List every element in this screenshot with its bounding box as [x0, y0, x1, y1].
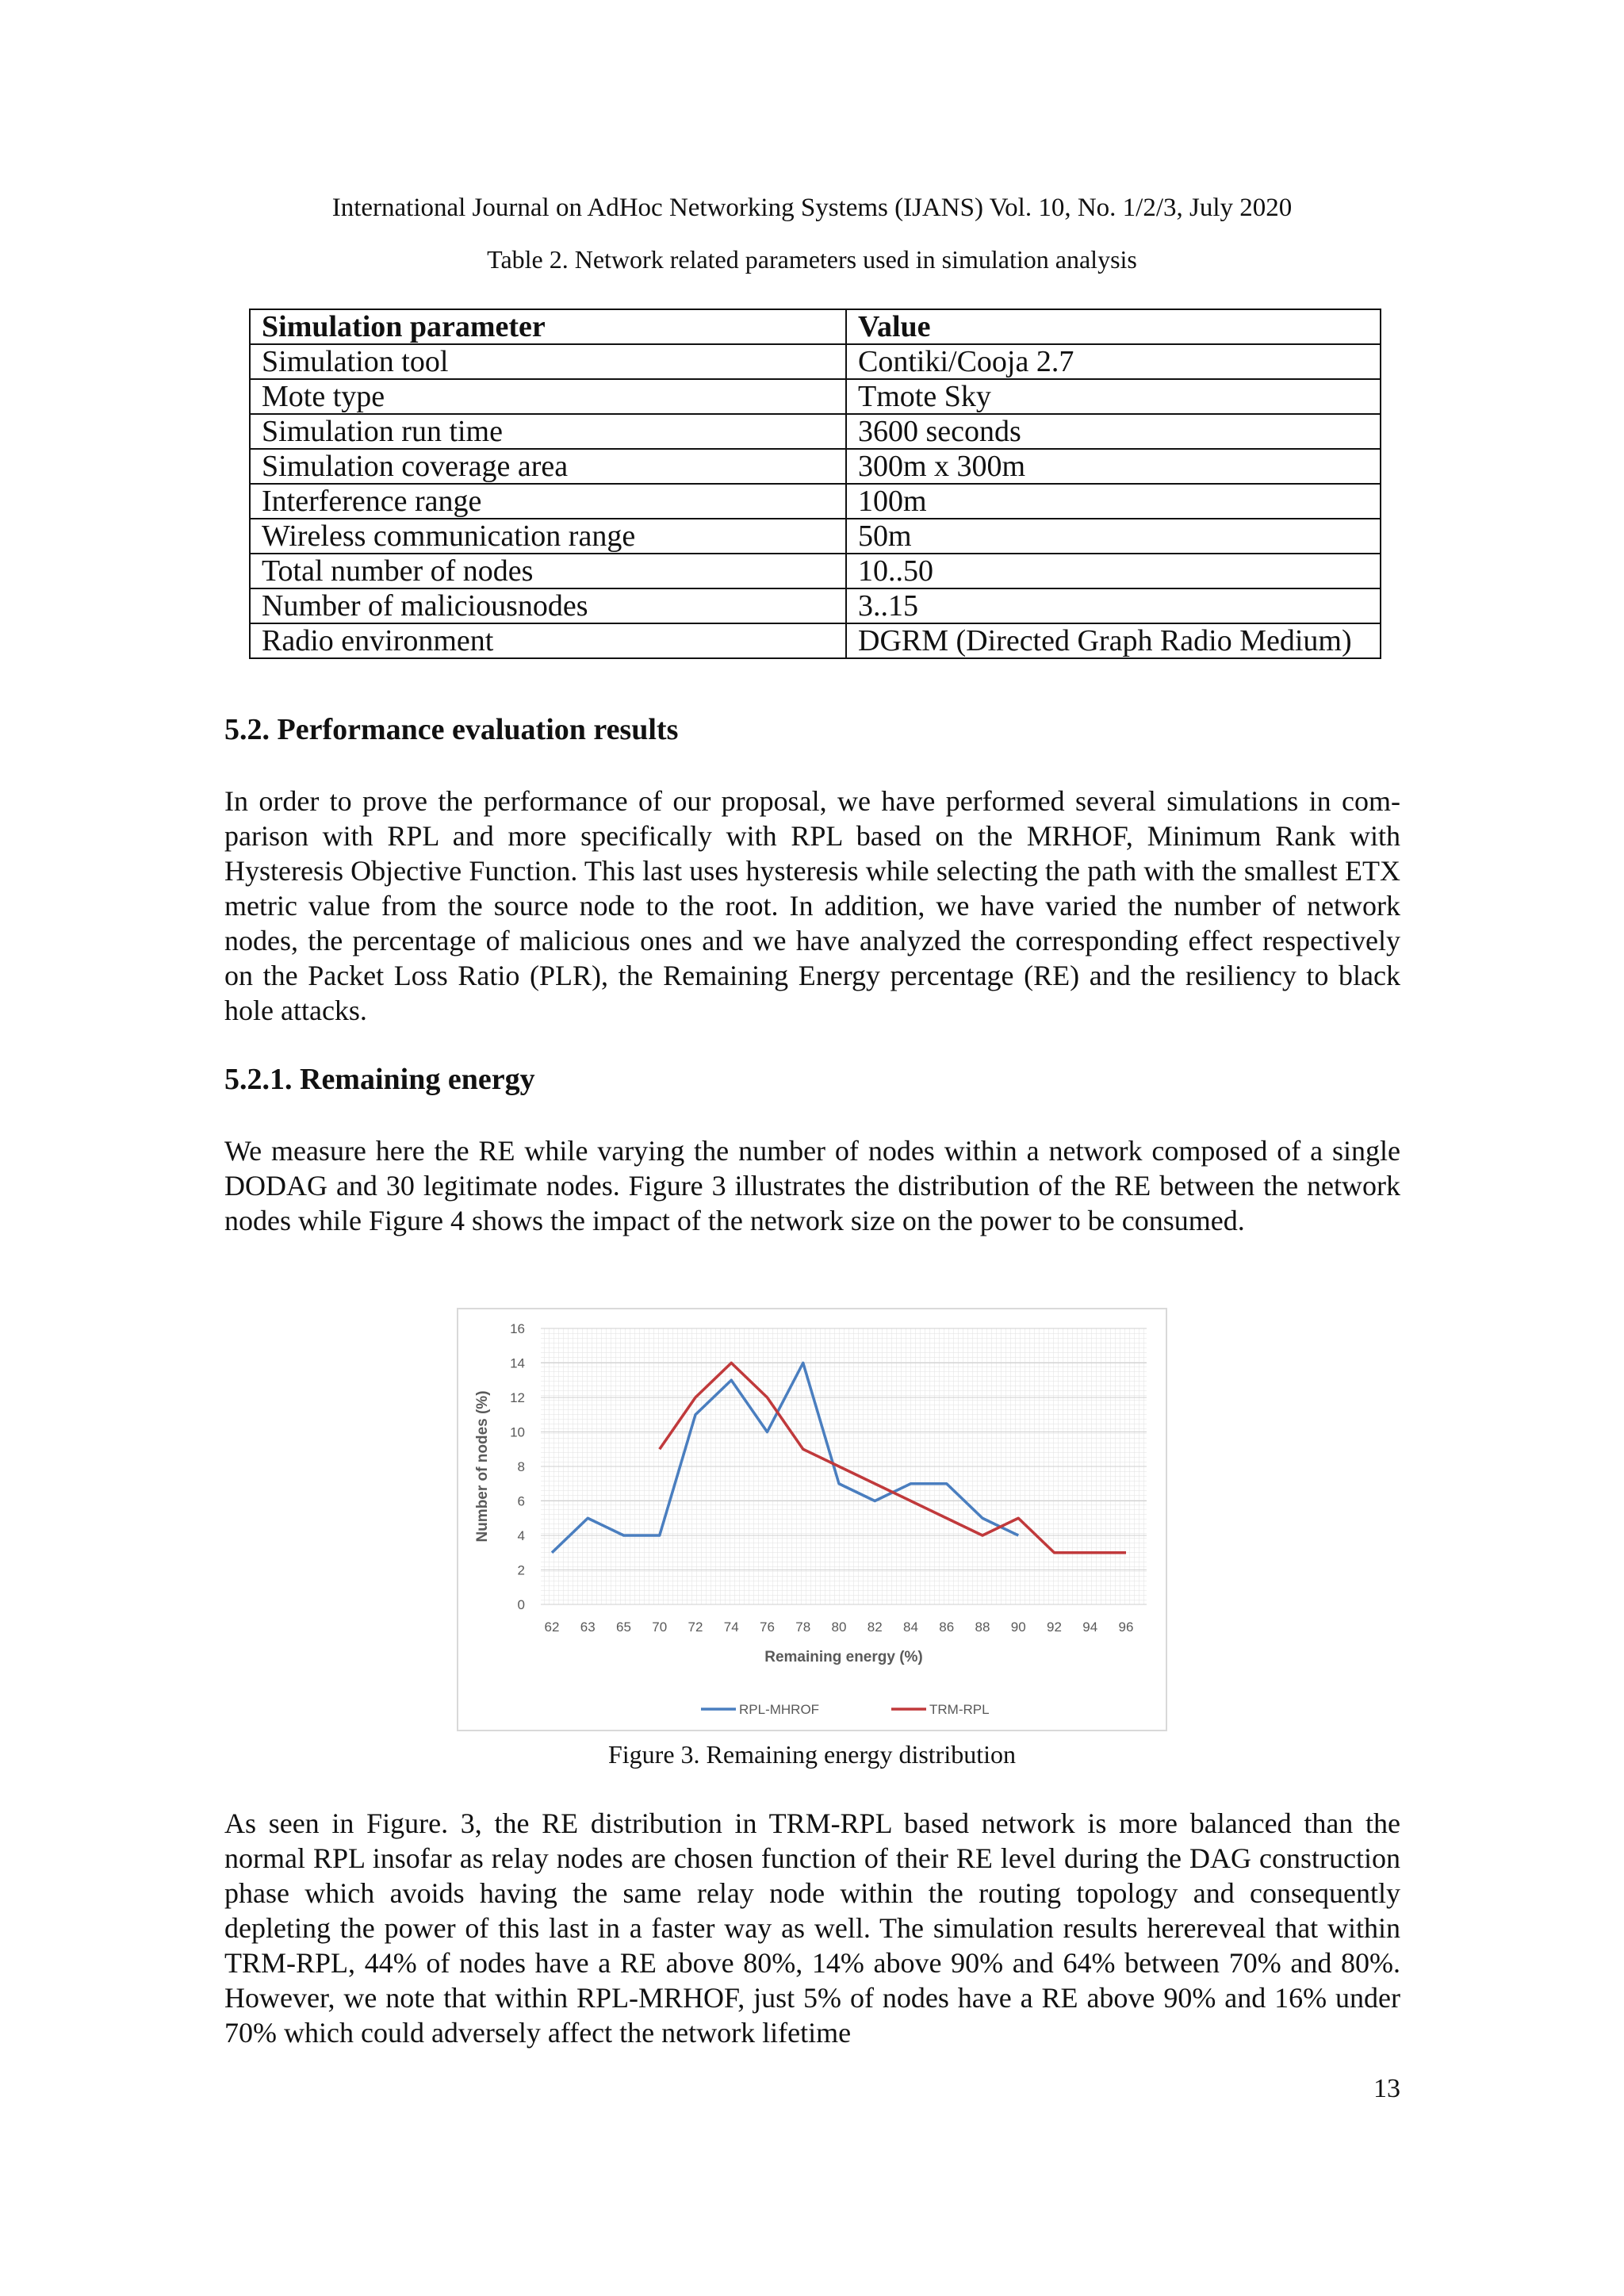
table-header-cell: Simulation parameter: [250, 309, 846, 344]
table-header-row: [250, 309, 1381, 344]
remaining-energy-chart: [458, 1309, 1166, 1730]
table-cell: Simulation run time: [250, 414, 846, 449]
x-tick-label: 65: [616, 1619, 631, 1635]
table-cell: Total number of nodes: [250, 554, 846, 588]
paragraph-remaining-energy: We measure here the RE while varying the number of nodes within a network composed of a single DODAG and 30 legitimate nodes. Figure 3 illustrates the distribution of the RE between the network nodes while Figure 4 shows the impact of the network size on the power to be consumed.: [224, 1135, 1400, 1236]
y-tick-label: 16: [510, 1321, 525, 1336]
paragraph-figure-discussion: As seen in Figure. 3, the RE distribution in TRM-RPL based network is more balanced than the normal RPL insofar as relay nodes are chosen function of their RE level during the DAG construction phase which avoids having the same relay node within the routing topology and consequently depleting the power of this last in a faster way as well. The simulation results herereveal that within TRM-RPL, 44% of nodes have a RE above 80%, 14% above 90% and 64% between 70% and 80%. However, we note that within RPL-MRHOF, just 5% of nodes have a RE above 90% and 16% under 70% which could adversely affect the network lifetime: [224, 1807, 1400, 2049]
table-cell: 3600 seconds: [846, 414, 1381, 449]
x-tick-label: 82: [867, 1619, 883, 1635]
chart-legend: [701, 1702, 990, 1717]
table-header-cell: Value: [846, 309, 1381, 344]
x-tick-label: 74: [723, 1619, 739, 1635]
figure-caption: Figure 3. Remaining energy distribution: [607, 1740, 1016, 1769]
table-row: [250, 519, 1381, 554]
table-cell: 10..50: [846, 554, 1381, 588]
x-tick-label: 72: [688, 1619, 703, 1635]
table-cell: Tmote Sky: [846, 379, 1381, 414]
journal-header: International Journal on AdHoc Networking Systems (IJANS) Vol. 10, No. 1/2/3, July 2020: [331, 194, 1293, 222]
table-row: [250, 588, 1381, 623]
y-tick-label: 2: [517, 1562, 525, 1578]
x-tick-label: 78: [795, 1619, 811, 1635]
table-cell: Mote type: [250, 379, 846, 414]
y-tick-label: 0: [517, 1597, 525, 1612]
x-tick-label: 90: [1010, 1619, 1026, 1635]
section-heading-5-2: 5.2. Performance evaluation results: [224, 713, 679, 746]
table-row: [250, 379, 1381, 414]
y-tick-label: 10: [510, 1424, 525, 1440]
legend-label: RPL-MHROF: [739, 1702, 820, 1717]
table-cell: Interference range: [250, 484, 846, 519]
table-cell: Simulation tool: [250, 344, 846, 379]
y-tick-label: 4: [517, 1528, 525, 1543]
simulation-parameters-table: [249, 309, 1381, 659]
table-row: [250, 344, 1381, 379]
table-cell: DGRM (Directed Graph Radio Medium): [846, 623, 1381, 658]
table-cell: Contiki/Cooja 2.7: [846, 344, 1381, 379]
page-number: 13: [1373, 2074, 1400, 2103]
x-tick-label: 70: [652, 1619, 668, 1635]
table-row: [250, 623, 1381, 658]
table-cell: Number of maliciousnodes: [250, 588, 846, 623]
y-tick-label: 8: [517, 1459, 525, 1474]
table-cell: 3..15: [846, 588, 1381, 623]
section-heading-5-2-1: 5.2.1. Remaining energy: [224, 1063, 535, 1096]
y-tick-label: 12: [510, 1390, 525, 1405]
figure-3-frame: [457, 1308, 1167, 1731]
x-tick-label: 80: [831, 1619, 847, 1635]
table-cell: Wireless communication range: [250, 519, 846, 554]
y-tick-label: 6: [517, 1493, 525, 1509]
x-tick-label: 84: [903, 1619, 918, 1635]
x-axis-label: Remaining energy (%): [764, 1649, 923, 1665]
table-caption: Table 2. Network related parameters used in simulation analysis: [487, 245, 1137, 274]
paragraph-performance-evaluation: In order to prove the performance of our proposal, we have performed several simulations in com-parison with RPL and more specifically with RPL based on the MRHOF, Minimum Rank with Hysteresis Objective Function. This last uses hysteresis while selecting the path with the smallest ETX metric value from the source node to the root. In addition, we have varied the number of network nodes, the percentage of malicious ones and we have analyzed the corresponding effect respectively on the Packet Loss Ratio (PLR), the Remaining Energy percentage (RE) and the resiliency to black hole attacks.: [224, 785, 1400, 1026]
table-cell: 100m: [846, 484, 1381, 519]
x-tick-label: 94: [1082, 1619, 1098, 1635]
table-cell: 50m: [846, 519, 1381, 554]
x-tick-label: 62: [544, 1619, 560, 1635]
table-row: [250, 484, 1381, 519]
x-tick-label: 88: [975, 1619, 990, 1635]
table-row: [250, 414, 1381, 449]
x-tick-label: 86: [939, 1619, 955, 1635]
x-tick-label: 92: [1047, 1619, 1062, 1635]
table-cell: Simulation coverage area: [250, 449, 846, 484]
table-row: [250, 554, 1381, 588]
legend-label: TRM-RPL: [929, 1702, 990, 1717]
table-cell: 300m x 300m: [846, 449, 1381, 484]
x-tick-label: 63: [580, 1619, 596, 1635]
x-tick-label: 76: [760, 1619, 775, 1635]
table-row: [250, 449, 1381, 484]
y-axis-label: Number of nodes (%): [474, 1390, 491, 1543]
x-tick-label: 96: [1118, 1619, 1134, 1635]
y-tick-label: 14: [510, 1355, 525, 1371]
table-cell: Radio environment: [250, 623, 846, 658]
